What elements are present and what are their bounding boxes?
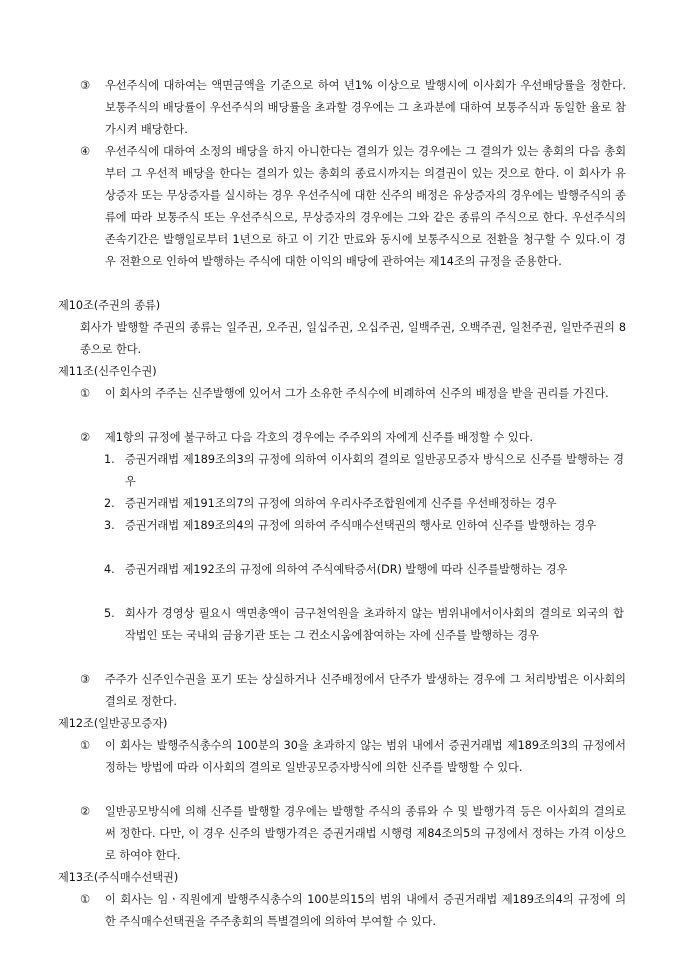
circled-number: ③ bbox=[80, 79, 91, 92]
paragraph-text: 우선주식에 대하여 소정의 배당을 하지 아니한다는 결의가 있는 경우에는 그 결의가 있는 총회의 다음 총회부터 그 우선적 배당을 한다는 결의가 있는 총회의 종료시까지는 의결권이 있는 것으로 한다. 이 회사가 유상증자 또는 무상증자를 실시하는 경우 우선주식에 대한 신주의 배정은 유상증자의 경우에는 발행주식의 종류에 따라 보통주식 또는 우선주식으로, 무상증자의 경우에는 그와 같은 종류의 주식으로 한다. 우선주식의 존속기간은 발행일로부터 1년으로 하고 이 기간 만료와 동시에 보통주식으로 전환을 청구할 수 있다.이 경우 전환으로 인하여 발행하는 주식에 대한 이익의 배당에 관하여는 제14조의 규정을 준용한다. bbox=[105, 145, 626, 268]
item-number: 4. bbox=[104, 563, 115, 576]
clause-paragraph bbox=[80, 383, 626, 405]
item-number: 5. bbox=[104, 607, 115, 620]
circled-number: ③ bbox=[80, 673, 91, 686]
item-text: 회사가 경영상 필요시 액면총액이 금구천억원을 초과하지 않는 범위내에서이사회의 결의로 외국의 합작법인 또는 국내외 금융기관 또는 그 컨소시움에참여하는 자에 신주를 발행하는 경우 bbox=[125, 607, 624, 642]
paragraph-text: 이 회사는 임ㆍ직원에게 발행주식총수의 100분의15의 범위 내에서 증권거래법 제189조의4의 규정에 의한 주식매수선택권을 주주총회의 특별결의에 의하여 부여할 수 있다. bbox=[105, 893, 626, 928]
article-heading: 제10조(주권의 종류) bbox=[58, 299, 161, 312]
circled-number: ① bbox=[80, 387, 91, 400]
clause-paragraph bbox=[80, 427, 626, 449]
circled-number: ④ bbox=[80, 145, 91, 158]
item-number: 2. bbox=[104, 497, 115, 510]
paragraph-text: 일반공모방식에 의해 신주를 발행할 경우에는 발행할 주식의 종류와 수 및 발행가격 등은 이사회의 결의로써 정한다. 다만, 이 경우 신주의 발행가격은 증권거래법 시행령 제84조의5의 규정에서 정하는 가격 이상으로 하여야 한다. bbox=[105, 805, 626, 862]
clause-paragraph bbox=[80, 141, 626, 273]
clause-paragraph bbox=[80, 669, 626, 713]
item-text: 증권거래법 제191조의7의 규정에 의하여 우리사주조합원에게 신주를 우선배정하는 경우 bbox=[125, 497, 557, 510]
clause-paragraph bbox=[80, 889, 626, 933]
paragraph-text: 제1항의 규정에 불구하고 다음 각호의 경우에는 주주외의 자에게 신주를 배정할 수 있다. bbox=[105, 431, 534, 444]
paragraph-text: 주주가 신주인수권을 포기 또는 상실하거나 신주배정에서 단주가 발생하는 경우에 그 처리방법은 이사회의 결의로 정한다. bbox=[105, 673, 626, 708]
paragraph-text: 회사가 발행할 주권의 종류는 일주권, 오주권, 일십주권, 오십주권, 일백주권, 오백주권, 일천주권, 일만주권의 8종으로 한다. bbox=[80, 321, 626, 356]
article-heading: 제13조(주식매수선택권) bbox=[58, 871, 179, 884]
item-number: 1. bbox=[104, 453, 115, 466]
circled-number: ② bbox=[80, 431, 91, 444]
clause-paragraph bbox=[80, 801, 626, 867]
numbered-item bbox=[104, 603, 624, 647]
clause-paragraph bbox=[80, 735, 626, 779]
item-number: 3. bbox=[104, 519, 115, 532]
article-heading: 제11조(신주인수권) bbox=[58, 365, 157, 378]
numbered-item bbox=[104, 449, 624, 493]
item-text: 증권거래법 제189조의3의 규정에 의하여 이사회의 결의로 일반공모증자 방식으로 신주를 발행하는 경우 bbox=[125, 453, 624, 488]
paragraph-text: 우선주식에 대하여는 액면금액을 기준으로 하여 년1% 이상으로 발행시에 이사회가 우선배당률을 정한다. 보통주식의 배당률이 우선주식의 배당률을 초과할 경우에는 그 초과분에 대하여 보통주식과 동일한 율로 참가시켜 배당한다. bbox=[105, 79, 626, 136]
paragraph-text: 이 회사의 주주는 신주발행에 있어서 그가 소유한 주식수에 비례하여 신주의 배정을 받을 권리를 가진다. bbox=[105, 387, 609, 400]
circled-number: ① bbox=[80, 893, 91, 906]
article-text bbox=[80, 317, 626, 361]
clause-paragraph bbox=[80, 75, 626, 141]
circled-number: ② bbox=[80, 805, 91, 818]
item-text: 증권거래법 제189조의4의 규정에 의하여 주식매수선택권의 행사로 인하여 신주를 발행하는 경우 bbox=[125, 519, 597, 532]
numbered-item bbox=[104, 515, 624, 537]
item-text: 증권거래법 제192조의 규정에 의하여 주식예탁증서(DR) 발행에 따라 신주를발행하는 경우 bbox=[125, 563, 568, 576]
numbered-item bbox=[104, 493, 624, 515]
article-heading: 제12조(일반공모증자) bbox=[58, 717, 168, 730]
paragraph-text: 이 회사는 발행주식총수의 100분의 30을 초과하지 않는 범위 내에서 증권거래법 제189조의3의 규정에서 정하는 방법에 따라 이사회의 결의로 일반공모증자방식에 의한 신주를 발행할 수 있다. bbox=[105, 739, 626, 774]
circled-number: ① bbox=[80, 739, 91, 752]
numbered-item bbox=[104, 559, 624, 581]
